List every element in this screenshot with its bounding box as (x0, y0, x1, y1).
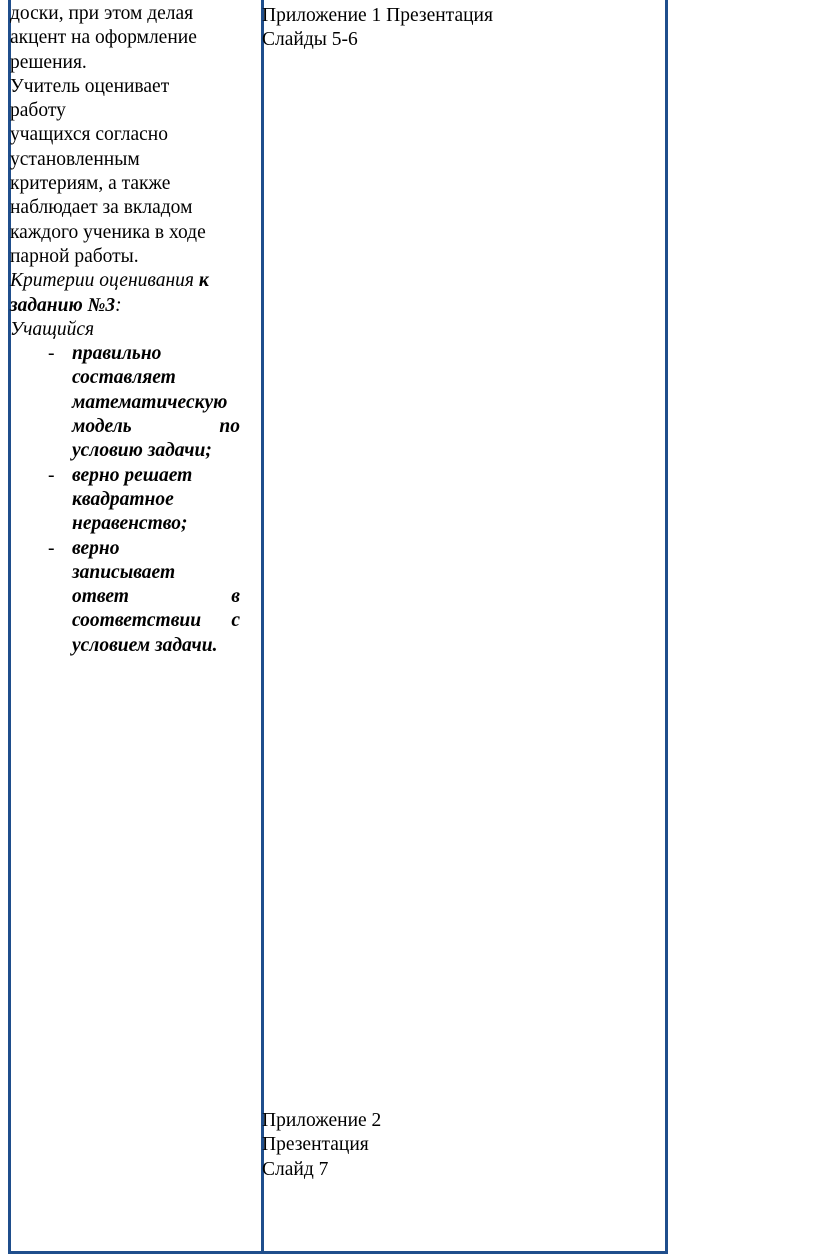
criteria-line: верно решает (72, 464, 193, 486)
criteria-line: условию задачи; (72, 440, 212, 462)
right-cell-appendix-1 (262, 4, 652, 53)
criteria-line: ответ в (72, 586, 240, 608)
para1-line: акцент на оформление (10, 27, 197, 49)
criteria-line: условием задачи. (72, 634, 218, 656)
para1-line: решения. (10, 51, 87, 73)
list-dash: - (48, 343, 55, 365)
criteria-line: соответствии с (72, 610, 240, 632)
appendix-1-slides: Слайды 5-6 (262, 29, 358, 51)
criteria-line: квадратное (72, 488, 174, 510)
list-dash: - (48, 464, 55, 486)
criteria-list (10, 342, 240, 658)
criteria-line: правильно (72, 343, 162, 365)
criteria-heading (10, 269, 240, 293)
criteria-line: математическую (72, 391, 228, 413)
appendix-2-title: Приложение 2 (262, 1110, 382, 1131)
para2-line: Учитель оценивает (10, 75, 170, 97)
list-dash: - (48, 537, 55, 559)
left-cell (10, 2, 240, 658)
criteria-item (10, 464, 240, 537)
para1-line: доски, при этом делая (10, 3, 194, 24)
para2-line: наблюдает за вкладом (10, 197, 193, 219)
right-cell-appendix-2 (262, 1109, 652, 1182)
appendix-2-type: Презентация (262, 1134, 369, 1156)
criteria-line: неравенство; (72, 513, 188, 535)
para2-line: каждого ученика в ходе (10, 221, 206, 243)
criteria-item (10, 342, 240, 463)
para2-line: парной работы. (10, 245, 139, 267)
appendix-1-title: Приложение 1 Презентация (262, 5, 493, 26)
criteria-line: модель по (72, 416, 240, 438)
para2-line: учащихся согласно (10, 124, 168, 146)
criteria-line: записывает (72, 561, 176, 583)
appendix-2-slide: Слайд 7 (262, 1158, 329, 1180)
criteria-line: верно (72, 537, 120, 559)
criteria-line: составляет (72, 367, 176, 389)
criteria-heading-bold: к (198, 270, 209, 292)
criteria-task-number: заданию №3 (10, 294, 116, 316)
para2-line: работу (10, 100, 66, 122)
criteria-colon: : (115, 294, 122, 316)
criteria-item (10, 537, 240, 658)
para2-line: установленным (10, 148, 140, 170)
column-divider (261, 0, 264, 1251)
para2-line: критериям, а также (10, 173, 171, 195)
criteria-heading-line2 (10, 294, 240, 318)
criteria-heading-italic: Критерии оценивания (10, 270, 194, 292)
student-label: Учащийся (10, 318, 95, 340)
